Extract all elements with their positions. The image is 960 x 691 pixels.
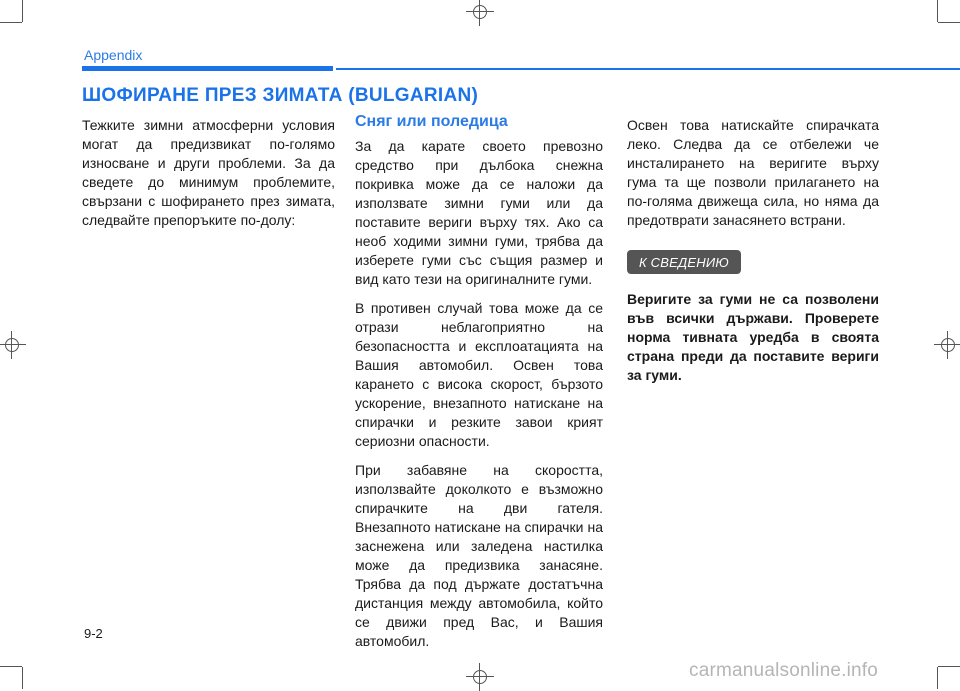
text-column-2	[355, 113, 603, 661]
body-paragraph: Освен това натискайте спирачката леко. Следва да се отбележи че инсталирането на веригите върху гума та ще позволи прилагането на по-голяма движеща сила, но няма да предотврати занасянето встрани.	[627, 117, 879, 228]
info-note: Веригите за гуми не са позволени във всички държави. Проверете норма тивната уредба в своята страна преди да поставите вериги за гуми.	[627, 291, 879, 383]
crop-mark	[0, 666, 22, 667]
body-paragraph: За да карате своето превозно средство при дълбока снежна покривка може да се наложи да използвате зимни гуми или да поставите вериги върху тях. Ако са необ ходими зимни гуми, трябва да изберете гуми със същия размер и вид като тези на оригиналните гуми.	[355, 138, 603, 287]
registration-mark-left	[2, 335, 22, 355]
registration-mark-bottom	[470, 667, 490, 687]
header-rule-thick	[82, 66, 333, 71]
crop-mark	[937, 0, 938, 22]
crop-mark	[938, 22, 960, 23]
body-paragraph: В противен случай това може да се отрази неблагоприятно на безопасността и експлоатацията на Вашия автомобил. Освен това карането с висока скорост, бързото ускорение, внезапното натискане на спирачки и резките завои крият сериозни опасности.	[355, 300, 603, 449]
intro-paragraph: Тежките зимни атмосферни условия могат да предизвикат по-голямо износване и други проблеми. За да сведете до минимум проблемите, свързани с шофирането през зимата, следвайте препоръките по-долу:	[82, 117, 335, 228]
chapter-title: ШОФИРАНЕ ПРЕЗ ЗИМАТА (BULGARIAN)	[82, 85, 479, 106]
text-column-3	[627, 116, 879, 395]
crop-mark	[938, 666, 960, 667]
crop-mark	[0, 22, 22, 23]
crop-mark	[22, 667, 23, 689]
section-label: Appendix	[84, 47, 143, 63]
body-paragraph: При забавяне на скоростта, използвайте доколкото е възможно спирачките на дви гателя. Внезапното натискане на спирачки на заснежена или заледена настилка може да предизвика занасяне. Трябва да под държате достатъчна дистанция между автомобила, който се движи пред Вас, и Вашия автомобил.	[355, 462, 603, 649]
registration-mark-top	[470, 2, 490, 22]
crop-mark	[937, 667, 938, 689]
page-number: 9-2	[84, 626, 103, 641]
registration-mark-right	[938, 335, 958, 355]
info-badge: К СВЕДЕНИЮ	[627, 250, 741, 274]
crop-mark	[22, 0, 23, 22]
watermark: carmanualsonline.info	[689, 660, 879, 681]
text-column-1	[82, 116, 335, 240]
subsection-heading: Сняг или поледица	[355, 113, 508, 130]
header-rule-thin	[336, 68, 960, 70]
